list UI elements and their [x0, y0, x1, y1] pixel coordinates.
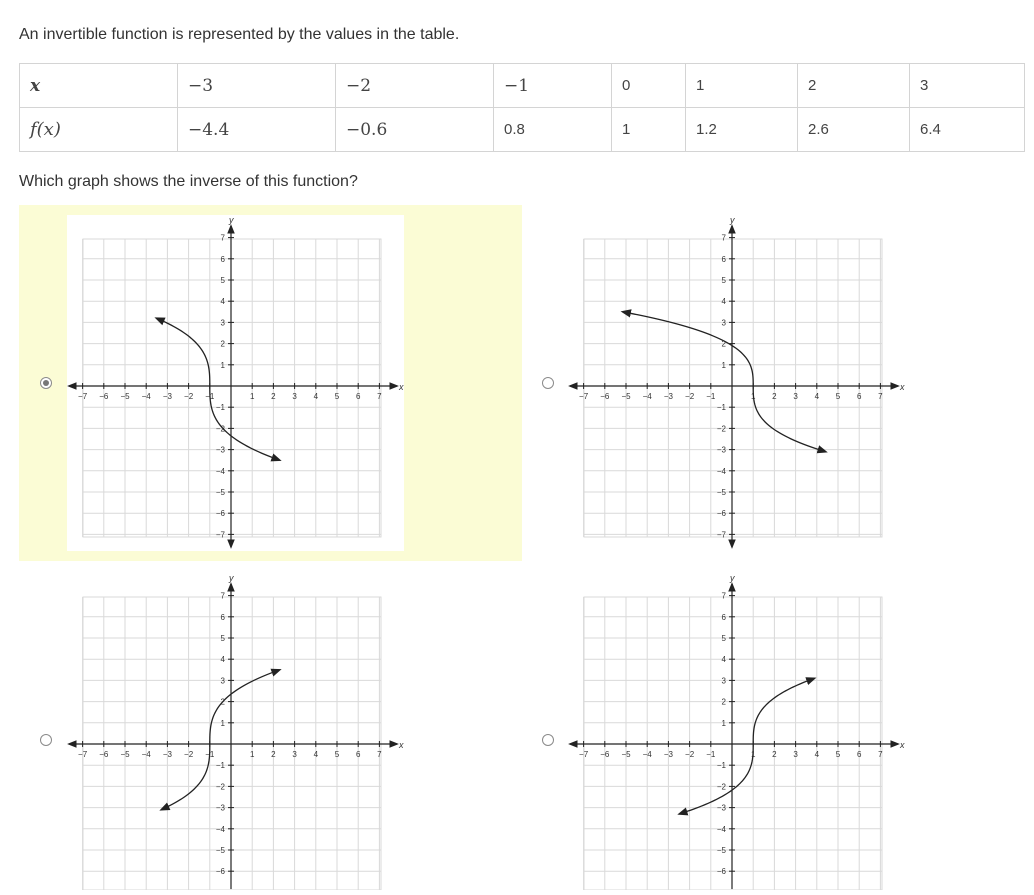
function-curve	[679, 678, 814, 814]
x-tick-label: 4	[814, 392, 820, 401]
x-tick-label: −7	[78, 392, 88, 401]
x-tick-label: −6	[600, 750, 610, 759]
y-tick-label: 6	[220, 612, 225, 622]
question-text: Which graph shows the inverse of this function?	[19, 173, 358, 190]
y-tick-label: −5	[716, 846, 726, 855]
y-tick-label: 5	[220, 276, 225, 285]
x-axis-label: x	[900, 740, 905, 750]
y-tick-label: −3	[215, 803, 225, 813]
y-tick-label: −7	[215, 530, 225, 540]
x-tick-label: 3	[292, 392, 297, 401]
y-tick-label: 2	[721, 339, 726, 349]
x-tick-label: −2	[184, 750, 194, 759]
x-tick-label: 6	[856, 750, 862, 759]
x-tick-label: −7	[579, 750, 589, 759]
y-tick-label: −1	[215, 403, 225, 413]
y-tick-label: 4	[220, 297, 225, 307]
x-tick-label: −3	[663, 392, 673, 401]
x-tick-label: −5	[621, 750, 631, 759]
x-tick-label: 2	[271, 750, 276, 759]
x-tick-label: 3	[793, 392, 798, 401]
table-header-x: x	[20, 64, 178, 108]
y-tick-label: −4	[215, 824, 225, 834]
y-tick-label: −6	[215, 867, 225, 877]
y-tick-label: 7	[220, 591, 225, 601]
x-tick-label: 7	[878, 750, 883, 759]
graph-panel-a	[67, 215, 404, 551]
x-tick-label: 1	[249, 750, 255, 759]
x-tick-label: 7	[377, 392, 382, 401]
y-tick-label: 3	[220, 318, 225, 328]
radio-option-d[interactable]	[542, 734, 554, 746]
x-tick-label: 6	[355, 392, 361, 401]
y-tick-label: −6	[716, 509, 726, 519]
y-tick-label: −3	[215, 445, 225, 455]
y-tick-label: −2	[215, 782, 225, 792]
x-tick-label: −1	[205, 750, 215, 759]
x-tick-label: −3	[663, 750, 673, 759]
y-tick-label: 3	[721, 676, 726, 686]
table-cell: 6.4	[910, 108, 1025, 152]
x-tick-label: −2	[184, 392, 194, 401]
x-tick-label: 4	[814, 750, 820, 759]
y-tick-label: 5	[721, 276, 726, 285]
radio-option-a[interactable]	[40, 377, 52, 389]
x-tick-label: 6	[856, 392, 862, 401]
y-tick-label: 4	[721, 655, 726, 665]
function-table	[19, 63, 1025, 152]
x-tick-label: −2	[685, 392, 695, 401]
table-cell: −2	[336, 64, 494, 108]
graph-panel-d	[568, 573, 905, 890]
x-tick-label: −4	[141, 392, 151, 401]
x-tick-label: −5	[621, 392, 631, 401]
y-tick-label: −2	[215, 424, 225, 434]
y-tick-label: −1	[716, 403, 726, 413]
x-tick-label: 1	[750, 750, 756, 759]
x-tick-label: 3	[292, 750, 297, 759]
x-tick-label: 2	[772, 392, 777, 401]
y-tick-label: 6	[220, 254, 225, 264]
radio-option-c[interactable]	[40, 734, 52, 746]
x-tick-label: 5	[835, 392, 841, 401]
x-axis-label: x	[399, 740, 404, 750]
y-tick-label: −4	[215, 466, 225, 476]
x-tick-label: −6	[600, 392, 610, 401]
x-tick-label: 1	[249, 392, 255, 401]
y-axis-label: y	[229, 573, 234, 583]
y-tick-label: 2	[721, 697, 726, 707]
radio-option-b[interactable]	[542, 377, 554, 389]
y-tick-label: −5	[215, 846, 225, 855]
x-tick-label: 7	[377, 750, 382, 759]
y-tick-label: 2	[220, 697, 225, 707]
graph-b	[568, 215, 905, 551]
y-tick-label: −6	[716, 867, 726, 877]
y-tick-label: 3	[220, 676, 225, 686]
table-cell: 1.2	[686, 108, 798, 152]
y-tick-label: 5	[721, 634, 726, 643]
x-tick-label: −6	[99, 750, 109, 759]
y-tick-label: 4	[220, 655, 225, 665]
x-tick-label: −4	[642, 392, 652, 401]
table-row-fx	[20, 108, 1025, 152]
y-tick-label: 1	[220, 718, 225, 728]
table-cell: −1	[494, 64, 612, 108]
y-tick-label: −1	[716, 761, 726, 771]
x-tick-label: 2	[772, 750, 777, 759]
graph-panel-b	[568, 215, 905, 551]
x-tick-label: −5	[120, 750, 130, 759]
y-tick-label: 1	[220, 360, 225, 370]
y-tick-label: −2	[716, 424, 726, 434]
x-tick-label: 4	[313, 392, 319, 401]
x-tick-label: 7	[878, 392, 883, 401]
y-tick-label: −5	[215, 488, 225, 497]
y-tick-label: −1	[215, 761, 225, 771]
x-tick-label: 4	[313, 750, 319, 759]
y-tick-label: −4	[716, 466, 726, 476]
table-cell: 3	[910, 64, 1025, 108]
y-tick-label: 2	[220, 339, 225, 349]
x-axis-label: x	[900, 382, 905, 392]
y-tick-label: 5	[220, 634, 225, 643]
table-cell: −3	[178, 64, 336, 108]
table-cell: 0	[612, 64, 686, 108]
x-tick-label: −1	[706, 392, 716, 401]
radio-dot	[43, 380, 49, 386]
table-cell: 1	[612, 108, 686, 152]
x-tick-label: −3	[162, 750, 172, 759]
x-tick-label: 5	[334, 392, 340, 401]
table-cell: 1	[686, 64, 798, 108]
y-tick-label: −7	[716, 530, 726, 540]
y-axis-label: y	[730, 573, 735, 583]
x-tick-label: −1	[706, 750, 716, 759]
y-tick-label: 7	[721, 233, 726, 243]
answer-option-a[interactable]	[19, 205, 522, 561]
graph-d	[568, 573, 905, 890]
table-cell: −0.6	[336, 108, 494, 152]
x-tick-label: −7	[78, 750, 88, 759]
function-curve	[156, 318, 279, 460]
table-cell: 0.8	[494, 108, 612, 152]
y-tick-label: −3	[716, 803, 726, 813]
x-tick-label: −1	[205, 392, 215, 401]
table-cell: −4.4	[178, 108, 336, 152]
x-tick-label: −4	[141, 750, 151, 759]
x-tick-label: −3	[162, 392, 172, 401]
table-row-x	[20, 64, 1025, 108]
y-tick-label: 6	[721, 254, 726, 264]
x-tick-label: 2	[271, 392, 276, 401]
answer-option-b[interactable]	[520, 205, 1023, 561]
graph-a	[67, 215, 404, 551]
y-axis-label: y	[730, 215, 735, 225]
y-tick-label: −3	[716, 445, 726, 455]
x-tick-label: −5	[120, 392, 130, 401]
x-tick-label: 6	[355, 750, 361, 759]
y-tick-label: 1	[721, 360, 726, 370]
y-tick-label: −6	[215, 509, 225, 519]
table-header-fx: f(x)	[20, 108, 178, 152]
y-tick-label: 3	[721, 318, 726, 328]
y-tick-label: 1	[721, 718, 726, 728]
y-axis-label: y	[229, 215, 234, 225]
y-tick-label: 7	[220, 233, 225, 243]
table-cell: 2.6	[798, 108, 910, 152]
x-tick-label: 1	[750, 392, 756, 401]
y-tick-label: −4	[716, 824, 726, 834]
x-tick-label: −6	[99, 392, 109, 401]
y-tick-label: −5	[716, 488, 726, 497]
y-tick-label: −2	[716, 782, 726, 792]
x-tick-label: −2	[685, 750, 695, 759]
y-tick-label: 4	[721, 297, 726, 307]
x-tick-label: 3	[793, 750, 798, 759]
graph-panel-c	[67, 573, 404, 890]
graph-c	[67, 573, 404, 890]
x-tick-label: 5	[835, 750, 841, 759]
x-tick-label: −4	[642, 750, 652, 759]
answer-option-c[interactable]	[19, 563, 522, 890]
prompt-text: An invertible function is represented by the values in the table.	[19, 26, 460, 43]
y-tick-label: 6	[721, 612, 726, 622]
table-cell: 2	[798, 64, 910, 108]
x-tick-label: −7	[579, 392, 589, 401]
x-tick-label: 5	[334, 750, 340, 759]
y-tick-label: 7	[721, 591, 726, 601]
answer-option-d[interactable]	[520, 563, 1023, 890]
x-axis-label: x	[399, 382, 404, 392]
